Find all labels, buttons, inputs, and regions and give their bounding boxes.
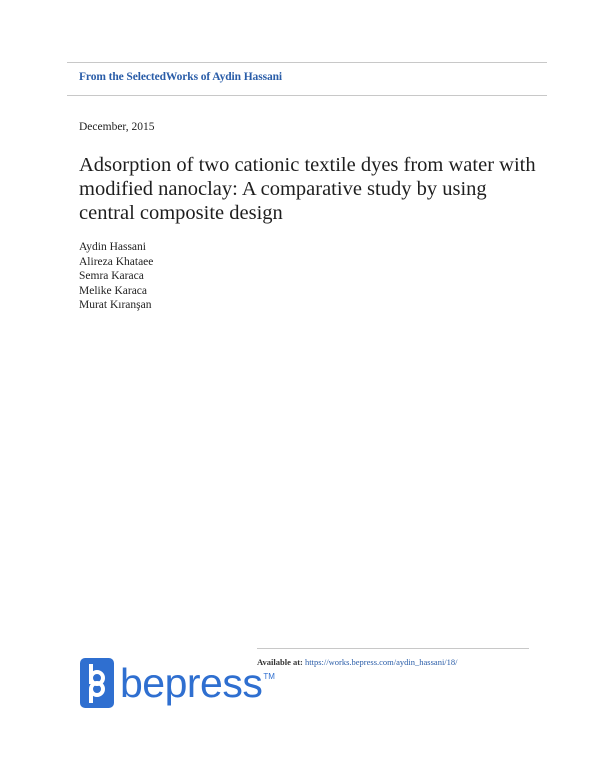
bepress-wordmark: bepress bbox=[120, 659, 263, 706]
selectedworks-header-link[interactable]: From the SelectedWorks of Aydin Hassani bbox=[79, 71, 282, 83]
publication-date: December, 2015 bbox=[79, 121, 155, 133]
header-divider bbox=[67, 95, 547, 96]
bepress-mark-icon bbox=[80, 658, 114, 708]
author-name: Aydin Hassani bbox=[79, 241, 146, 253]
bepress-logo[interactable] bbox=[80, 658, 275, 708]
author-name: Murat Kıranşan bbox=[79, 299, 152, 312]
paper-title: Adsorption of two cationic textile dyes from water with modified nanoclay: A comparative study by using central composite design bbox=[79, 154, 536, 224]
footer-divider bbox=[257, 648, 529, 649]
availability-label: Available at: bbox=[257, 657, 303, 667]
availability-line bbox=[257, 657, 458, 667]
availability-url-link[interactable]: https://works.bepress.com/aydin_hassani/18/ bbox=[305, 657, 458, 667]
trademark-symbol: TM bbox=[263, 672, 275, 681]
author-list bbox=[79, 240, 153, 313]
top-divider bbox=[67, 62, 547, 63]
author-name: Semra Karaca bbox=[79, 270, 144, 283]
author-name: Alireza Khataee bbox=[79, 255, 154, 268]
author-name: Melike Karaca bbox=[79, 284, 148, 297]
